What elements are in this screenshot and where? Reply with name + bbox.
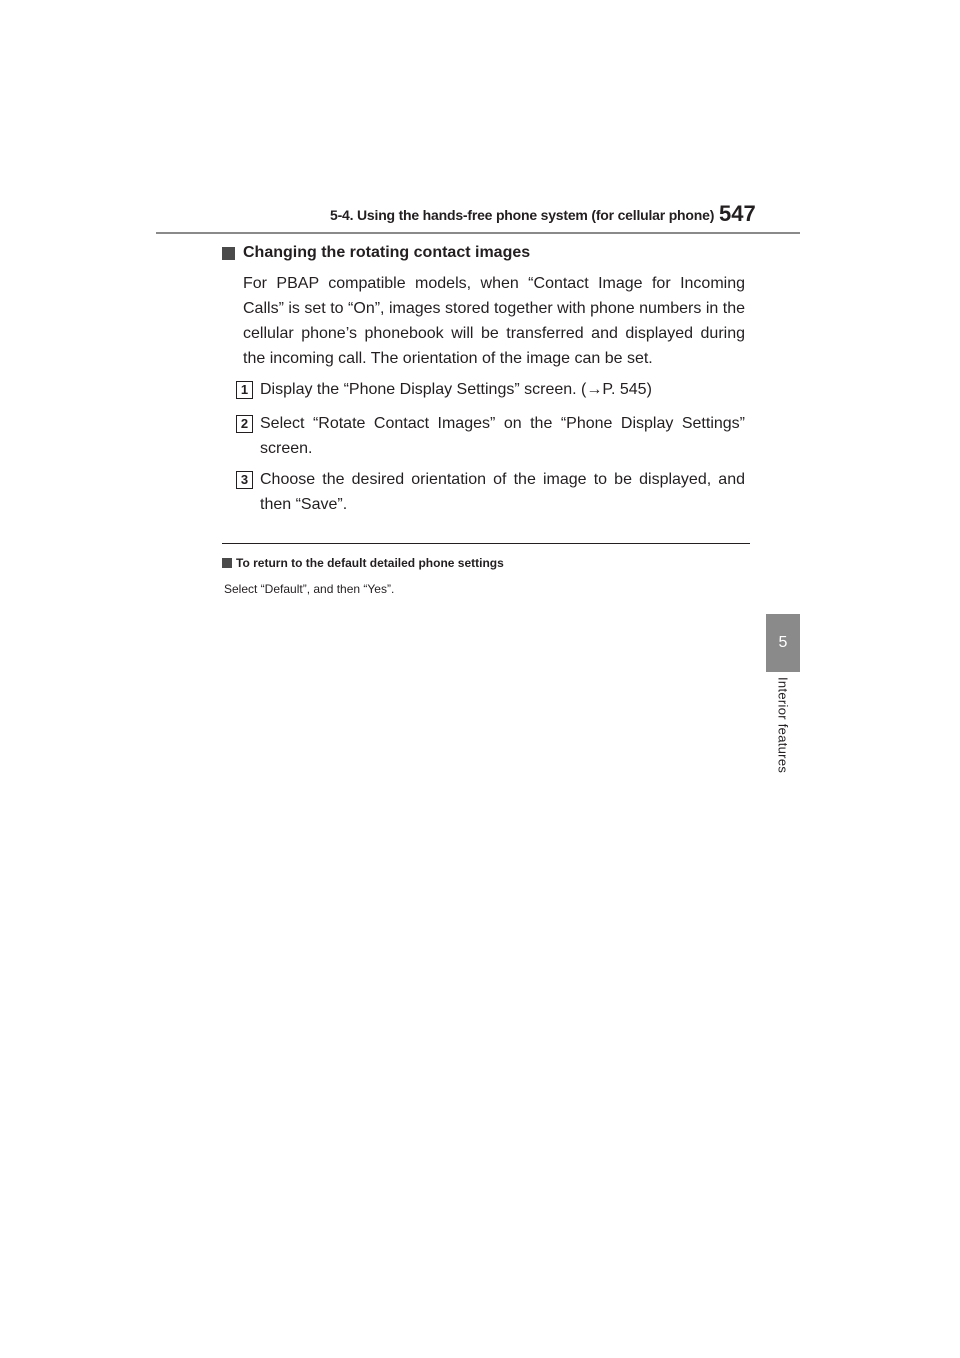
header-divider (156, 232, 800, 234)
chapter-label: Interior features (775, 677, 791, 774)
step-text: Display the “Phone Display Settings” screen. (→P. 545) (260, 381, 652, 398)
step-text: Select “Rotate Contact Images” on the “Phone Display Settings” screen. (260, 415, 745, 457)
step-number-badge: 3 (236, 471, 253, 489)
note-divider (222, 543, 750, 544)
chapter-number: 5 (778, 634, 788, 651)
section-heading (222, 244, 530, 262)
step-number-badge: 2 (236, 415, 253, 433)
note-heading (222, 556, 504, 570)
step-text: Choose the desired orientation of the image to be displayed, and then “Save”. (260, 471, 745, 513)
note-heading-text: To return to the default detailed phone settings (236, 556, 504, 570)
step-number-badge: 1 (236, 381, 253, 399)
page-number: 547 (719, 201, 756, 226)
chapter-tab (766, 614, 800, 672)
square-bullet-icon (222, 247, 235, 260)
section-title: 5-4. Using the hands-free phone system (for cellular phone) (330, 207, 715, 223)
heading-text: Changing the rotating contact images (243, 244, 531, 261)
note-text: Select “Default”, and then “Yes”. (224, 582, 395, 596)
body-paragraph: For PBAP compatible models, when “Contact Image for Incoming Calls” is set to “On”, images stored together with phone numbers in the cellular phone’s phonebook will be transferred and displayed during the incoming call. The orientation of the image can be set. (243, 275, 745, 367)
square-bullet-icon (222, 558, 232, 568)
